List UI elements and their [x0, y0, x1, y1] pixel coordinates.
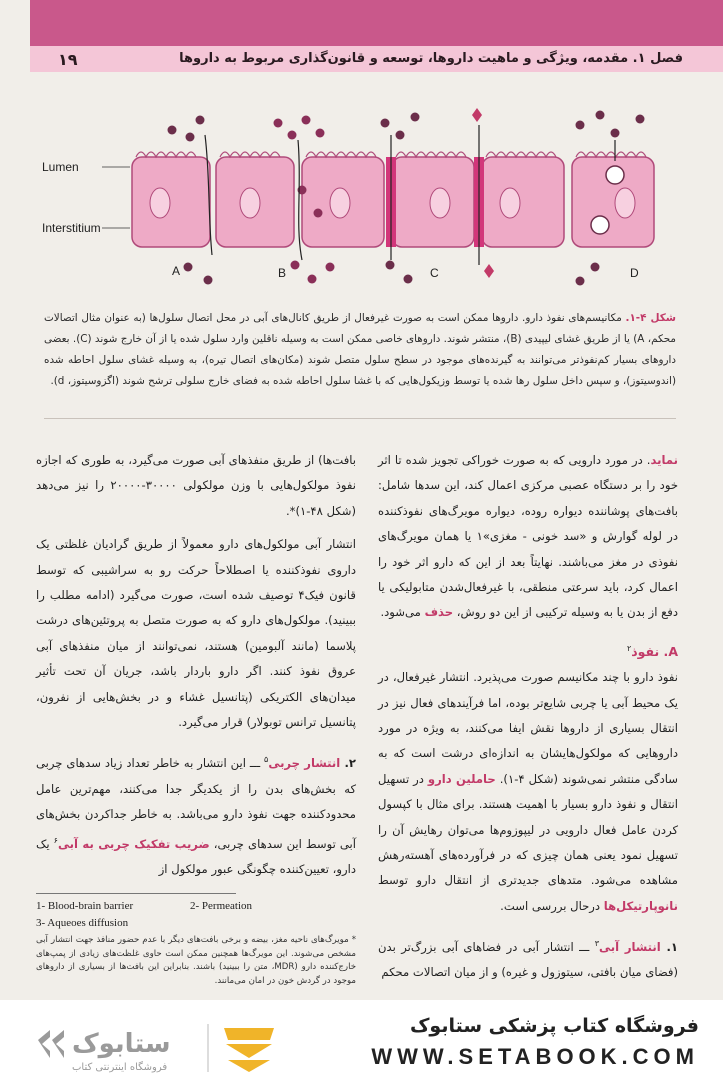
drug-molecule: [576, 277, 585, 286]
footnote-2: 2- Permeation: [190, 900, 253, 912]
right-text-column: [378, 448, 678, 986]
drug-molecule: [204, 276, 213, 285]
caption-label: شکل ۴-۱.: [625, 312, 676, 324]
drug-molecule: [288, 131, 297, 140]
drug-molecule: [186, 133, 195, 142]
highlight-term: ضریب تفکیک چربی به آبی: [57, 836, 210, 851]
nucleus: [430, 188, 450, 218]
vesicle: [606, 166, 624, 184]
paragraph-text: یک دارو، تعیین‌کننده چگونگی عبور مولکول از: [36, 836, 356, 876]
drug-molecule: [274, 119, 283, 128]
logo-text: ستابوک: [72, 1029, 171, 1059]
drug-molecule: [576, 121, 585, 130]
drug-molecule: [302, 116, 311, 125]
footnote-divider: [36, 893, 236, 894]
heading-text: A. نفوذ: [631, 643, 678, 659]
highlight-term: نماید: [650, 453, 678, 467]
panel-label-d: D: [630, 266, 639, 280]
cell: [482, 157, 564, 247]
paragraph: [378, 931, 678, 986]
drug-molecule: [184, 263, 193, 272]
drug-molecule: [386, 261, 395, 270]
list-number: ۲.: [340, 756, 356, 771]
paragraph-text: ـــ این انتشار به خاطر تعداد زیاد سدهای چربی که بخش‌های بدن را از یکدیگر جدا می‌کنند، مهم‌ترین عامل محدودکننده جهت نفوذ دارو می‌باشد. به خاطر جداکردن بخش‌های آبی توسط این سدهای چربی،: [36, 756, 357, 851]
nucleus: [500, 188, 520, 218]
section-heading: [378, 636, 678, 665]
highlight-term: نانوپارتیکل‌ها: [603, 898, 678, 913]
vesicle: [591, 216, 609, 234]
chapter-title: فصل ۱. مقدمه، ویژگی و ماهیت داروها، توسعه و قانون‌گذاری مربوط به داروها: [179, 51, 683, 66]
drug-molecule: [636, 115, 645, 124]
chevron-icon: [38, 1030, 50, 1058]
paragraph-text: ـــ انتشار آبی در فضاهای آبی بزرگ‌تر بدن (فضای میان بافتی، سیتوزول و غیره) و از میان اتصالات محکم: [378, 940, 678, 980]
permeation-figure: [40, 95, 670, 295]
panel-label-a: A: [172, 264, 181, 278]
paragraph-text: . در مورد دارویی که به صورت خوراکی تجویز شده تا اثر خود را بر دستگاه عصبی مرکزی اعمال کند، این سدها شامل: بافت‌های پوشاننده دیواره روده، دیواره مویرگ‌های نفوذکننده در لوله گوارش و «سد خونی - مغزی»۱ یا همان مویرگ‌های نفوذی در مغز می‌باشند. نهایتاً بعد از این که دارو اثر خود را اعمال کرد، باید سرعتی منطقی، با غیرفعال‌شدن متابولیکی یا دفع از بدن یا به وسیله ترکیبی از این دو روش،: [378, 453, 678, 620]
store-name: فروشگاه کتاب پزشکی ستابوک: [409, 1015, 699, 1037]
caption-divider: [44, 418, 676, 419]
footnote-ref: ۵: [264, 755, 269, 765]
drug-molecule: [291, 261, 300, 270]
drug-molecule: [396, 131, 405, 140]
list-number: ۱.: [660, 940, 678, 955]
microvilli: [220, 152, 280, 157]
highlight-term: انتشار آبی: [599, 940, 661, 955]
footnote-ref: ۲: [626, 643, 632, 653]
highlight-term: حاملین دارو: [427, 771, 496, 786]
highlight-term: انتشار چربی: [268, 756, 341, 771]
left-text-column: [36, 448, 356, 882]
drug-molecule: [472, 108, 482, 122]
cell: [132, 157, 210, 247]
drug-molecule: [168, 126, 177, 135]
drug-molecule: [484, 264, 494, 278]
book-stack-icon: [228, 1060, 270, 1072]
paragraph: [378, 448, 678, 626]
paragraph-text: نفوذ دارو با چند مکانیسم صورت می‌پذیرد. انتشار غیرفعال، در یک محیط آبی یا چربی شایع‌تر بوده، اما فرآیندهای فعال نیز در انتقال بسیاری از داروها نقش ایفا می‌کنند، به ویژه در مورد داروهایی که مولکول‌هایشان به اندازه‌ای درشت است که به سادگی منتشر نمی‌شوند (شکل ۴-۱).: [378, 670, 678, 786]
figure-caption: [44, 308, 676, 392]
book-stack-icon: [226, 1044, 272, 1058]
store-footer: [0, 1000, 723, 1080]
page-number: ۱۹: [58, 50, 78, 69]
interstitium-label: Interstitium: [42, 221, 101, 235]
panel-label-c: C: [430, 266, 439, 280]
drug-molecule: [404, 275, 413, 284]
nucleus: [150, 188, 170, 218]
paragraph: بافت‌ها) از طریق منفذهای آبی صورت می‌گیرد، به طوری که اجازه نفوذ مولکول‌هایی با وزن مولکولی ۳۰۰۰۰-۲۰۰۰۰ را نیز می‌دهد (شکل ۴۸-۱)*.: [36, 453, 356, 518]
drug-molecule: [314, 209, 323, 218]
nucleus: [615, 188, 635, 218]
caption-text: مکانیسم‌های نفوذ دارو. داروها ممکن است به صورت غیرفعال از طریق کانال‌های آبی در محل اتصال سلول‌ها (به عنوان مثال اتصالات محکم، A) یا از طریق غشای لیپیدی (B)، منتشر شوند. داروهای خاصی ممکن است به وسیله ناقلین وارد سلول شده یا از آن خارج شوند (C). بعضی داروهای بسیار کم‌نفوذتر می‌توانند به گیرنده‌های موجود در سطح سلول متصل شوند (مکان‌های اتصال تیره)، به وسیله غشای سلول احاطه شده (اندوسیتوز)، و سپس داخل سلول رها شده یا توسط وزیکول‌هایی که با غشا سلول احاطه شده به فضای خارج سلولی ترشح شوند (اگزوسیتوز، d).: [44, 312, 676, 387]
footnote-ref: ۳: [594, 939, 600, 949]
highlight-term: حذف: [424, 605, 454, 620]
paragraph: انتشار آبی مولکول‌های دارو معمولاً از طریق گرادیان غلظتی یک داروی نفوذکننده یا اصطلاحاً حرکت رو به سراشیبی که توسط قانون فیک۴ توصیف شده است، صورت می‌گیرد (ادامه مطلب را ببینید). مولکول‌های دارو که به صورت متصل به پروتئین‌های درشت پلاسما (مانند آلبومین) هستند، نمی‌توانند از میان منفذهای آبی عروق نفوذ کنند. اگر دارو باردار باشد، جریان آن تحت تأثیر میدان‌های الکتریکی (پتانسیل غشاء و در بخش‌هایی از نفرون، پتانسیل ترانس توبولار) قرار می‌گیرد.: [36, 537, 356, 730]
footnote-note: * مویرگ‌های ناحیه مغز، بیضه و برخی بافت‌های دیگر با عدم حضور منافذ جهت انتشار آبی مشخص می‌شوند. این مویرگ‌ها همچنین ممکن است حاوی غلظت‌های زیادی از پمپ‌های خارج‌کننده دارو (MDR، متن را ببینید) باشند. بنابراین این بافت‌ها از بسیاری از داروهای موجود در گردش خون در امان می‌مانند.: [36, 935, 357, 986]
drug-molecule: [316, 129, 325, 138]
paragraph: [378, 665, 678, 919]
paragraph-text: می‌شود.: [380, 605, 425, 620]
paragraph: [36, 747, 356, 882]
logo-subtext: فروشگاه اینترنتی کتاب: [72, 1062, 168, 1073]
drug-molecule: [196, 116, 205, 125]
footnote-3: 3- Aqueoes diffusion: [36, 917, 129, 929]
nucleus: [240, 188, 260, 218]
footnote-ref: ۶: [53, 835, 58, 845]
footnote-1: 1- Blood-brain barrier: [36, 900, 134, 912]
microvilli: [136, 152, 196, 157]
lumen-label: Lumen: [42, 160, 79, 174]
drug-molecule: [611, 129, 620, 138]
drug-molecule: [308, 275, 317, 284]
nucleus: [330, 188, 350, 218]
chevron-icon: [52, 1030, 64, 1058]
drug-molecule: [411, 113, 420, 122]
store-url[interactable]: WWW.SETABOOK.COM: [371, 1044, 699, 1069]
drug-molecule: [381, 119, 390, 128]
drug-molecule: [596, 111, 605, 120]
paragraph-text: در تسهیل انتقال و نفوذ دارو بسیار با اهمیت هستند. برای مثال با کپسول کردن عامل فعال دارویی در لیپوزوم‌ها می‌توان رهایش آن را تسهیل نمود یعنی همان چیزی که در فرآورده‌های آهسته‌رهش مشاهده می‌شود. متدهای جدیدتری از انتقال دارو توسط: [378, 771, 678, 888]
drug-molecule: [591, 263, 600, 272]
drug-molecule: [326, 263, 335, 272]
panel-label-b: B: [278, 266, 287, 280]
setabook-logo: [28, 1018, 288, 1076]
paragraph-text: درحال بررسی است.: [500, 898, 604, 913]
book-stack-icon: [224, 1028, 274, 1040]
